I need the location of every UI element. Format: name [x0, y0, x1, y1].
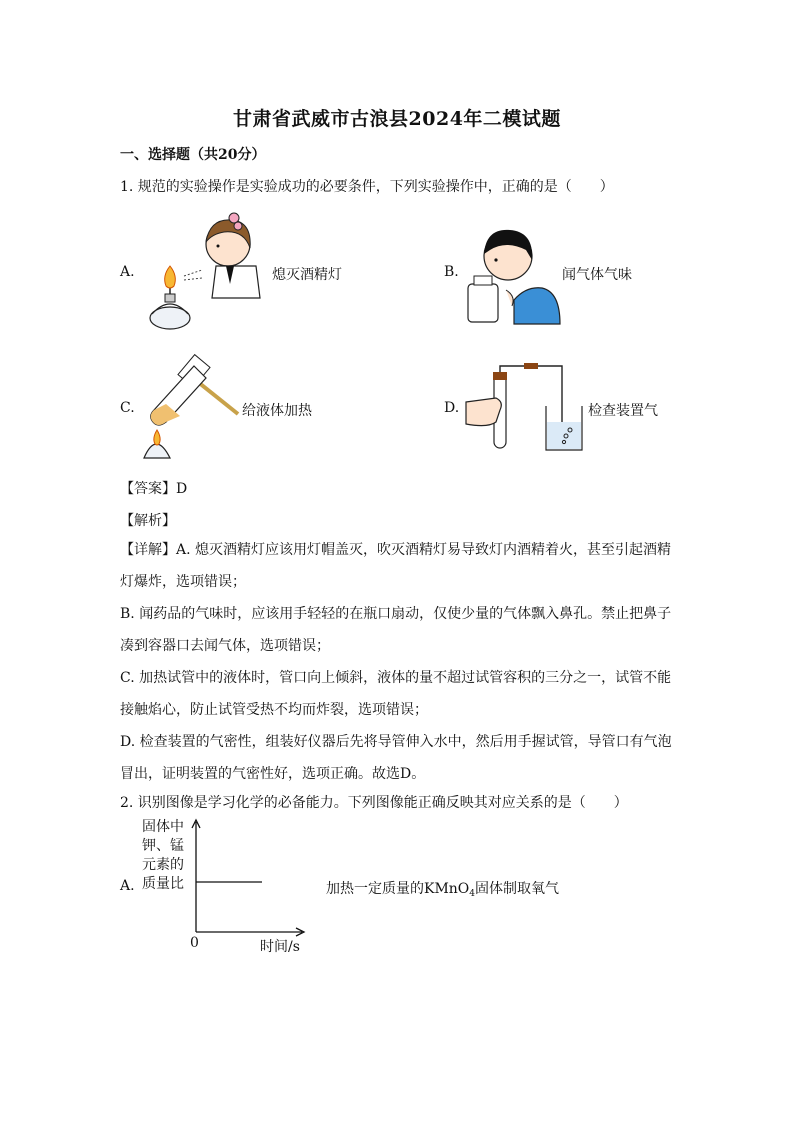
option-c-figure — [140, 356, 240, 460]
lamp-neck — [165, 294, 175, 302]
q2-xlabel: 时间/s — [260, 939, 300, 955]
q2-option-a-letter: A. — [120, 878, 135, 894]
section-heading: 一、选择题（共20分） — [120, 147, 266, 163]
option-d-letter: D. — [444, 400, 460, 416]
flame — [165, 266, 176, 288]
option-b-caption: 闻气体气味 — [562, 267, 632, 283]
option-d-caption: 检查装置气 — [588, 403, 658, 419]
q2-ylabel-line: 质量比 — [142, 876, 184, 892]
option-a-caption: 熄灭酒精灯 — [272, 267, 342, 283]
caption-text: 固体制取氧气 — [475, 881, 560, 897]
q1-detail-b: B. 闻药品的气味时，应该用手轻轻的在瓶口扇动，仅使少量的气体飘入鼻孔。禁止把鼻子凑到容器口去闻气体，选项错误； — [120, 606, 672, 654]
q2-ylabel-line: 固体中 — [142, 819, 184, 835]
option-c-caption: 给液体加热 — [242, 403, 312, 419]
q2-ylabel — [142, 818, 184, 894]
q2-ylabel-line: 元素的 — [142, 857, 184, 873]
option-a-figure — [140, 208, 270, 333]
hand — [466, 398, 501, 426]
option-b-letter: B. — [444, 264, 459, 280]
option-d-figure — [466, 362, 586, 454]
q1-detail-c: C. 加热试管中的液体时，管口向上倾斜，液体的量不超过试管容积的三分之一，试管不能接触焰心，防止试管受热不均而炸裂，选项错误； — [120, 670, 672, 718]
question-2-stem: 2. 识别图像是学习化学的必备能力。下列图像能正确反映其对应关系的是（ ） — [120, 795, 628, 811]
caption-subscript: 4 — [469, 889, 476, 899]
caption-text: 加热一定质量的KMnO — [326, 881, 470, 897]
page-title: 甘肃省武威市古浪县2024年二模试题 — [233, 108, 561, 130]
q1-detail-a: 【详解】A. 熄灭酒精灯应该用灯帽盖灭，吹灭酒精灯易导致灯内酒精着火，甚至引起酒精灯爆炸，选项错误； — [120, 542, 672, 590]
option-b-figure — [466, 220, 561, 324]
q2-graph — [186, 818, 306, 936]
question-1-stem: 1. 规范的实验操作是实验成功的必要条件，下列实验操作中，正确的是（ ） — [120, 179, 614, 195]
gas-bottle — [468, 284, 498, 322]
q2-ylabel-line: 钾、锰 — [142, 838, 184, 854]
q1-detail-d: D. 检查装置的气密性，组装好仪器后先将导管伸入水中，然后用手握试管，导管口有气泡冒出，证明装置的气密性好，选项正确。故选D。 — [120, 734, 672, 782]
option-a-letter: A. — [120, 264, 135, 280]
q1-analysis-heading: 【解析】 — [120, 513, 176, 529]
q2-option-a-caption — [326, 878, 559, 899]
q1-answer: 【答案】D — [120, 481, 188, 497]
q2-origin: 0 — [190, 935, 199, 951]
option-c-letter: C. — [120, 400, 135, 416]
